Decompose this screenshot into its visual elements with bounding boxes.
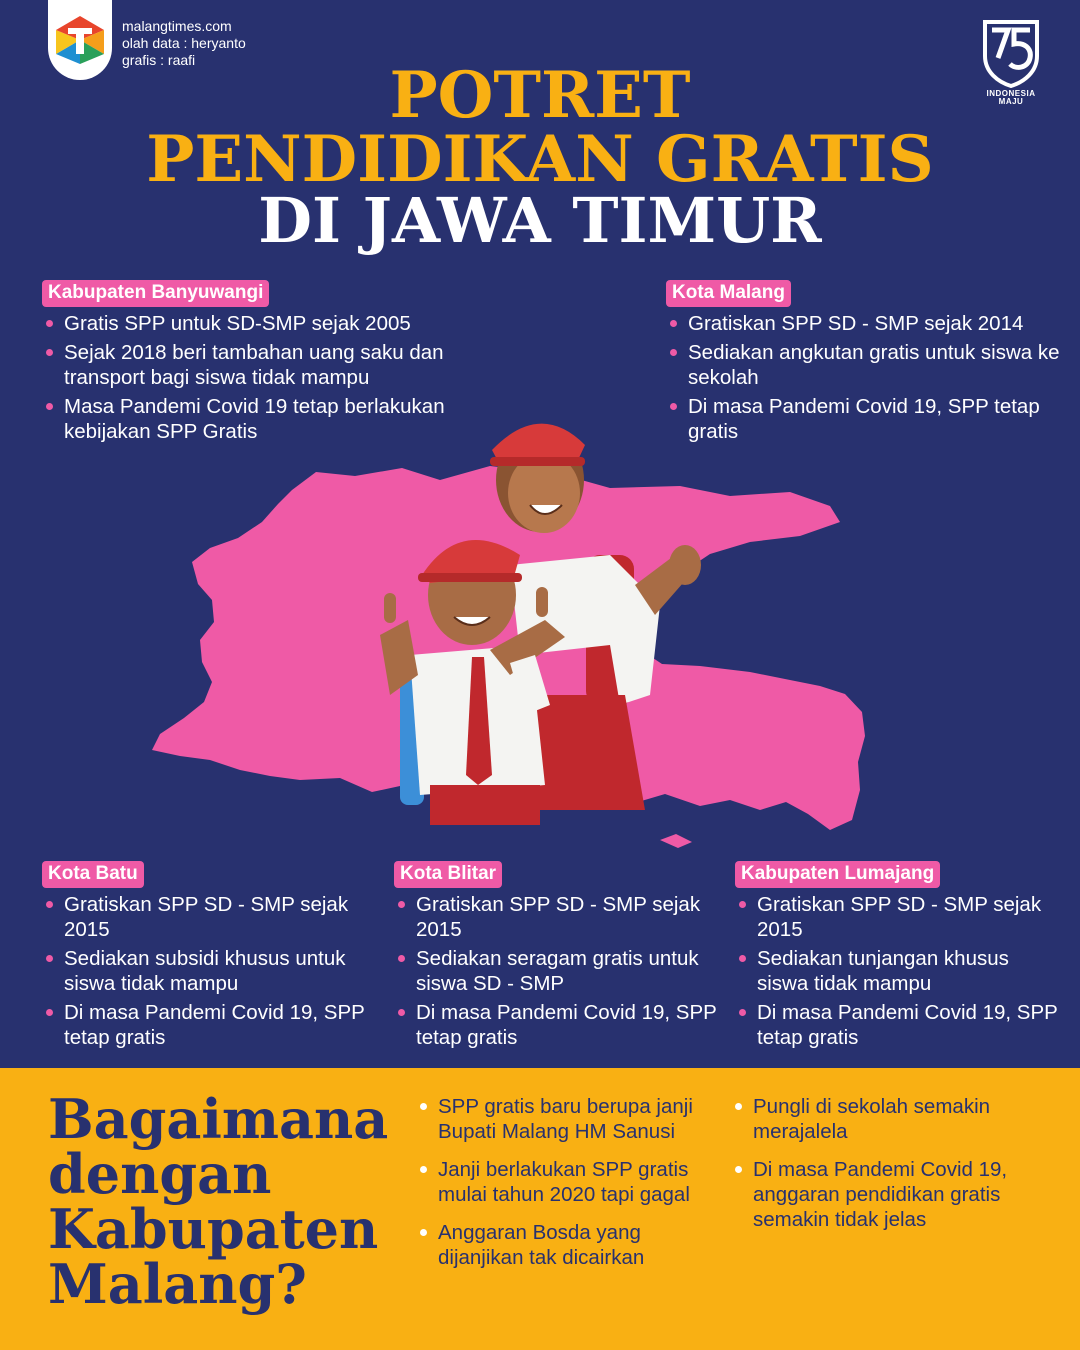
list-item: Sediakan tunjangan khusus siswa tidak mampu bbox=[735, 946, 1065, 996]
list-item: Janji berlakukan SPP gratis mulai tahun 2020 tapi gagal bbox=[416, 1157, 716, 1207]
region-label-kota-batu: Kota Batu bbox=[42, 861, 144, 888]
region-label-kota-blitar: Kota Blitar bbox=[394, 861, 502, 888]
list-item: Anggaran Bosda yang dijanjikan tak dicairkan bbox=[416, 1220, 716, 1270]
list-item: Gratiskan SPP SD - SMP sejak 2014 bbox=[666, 311, 1066, 336]
list-item: Di masa Pandemi Covid 19, SPP tetap gratis bbox=[394, 1000, 724, 1050]
list-item: Sediakan angkutan gratis untuk siswa ke sekolah bbox=[666, 340, 1066, 390]
title-line-1: POTRET bbox=[389, 58, 691, 133]
region-label-lumajang: Kabupaten Lumajang bbox=[735, 861, 940, 888]
list-item: Di masa Pandemi Covid 19, SPP tetap gratis bbox=[666, 394, 1066, 444]
seal-line-2: MAJU bbox=[998, 97, 1024, 106]
region-banyuwangi bbox=[42, 280, 512, 448]
kab-malang-column-2 bbox=[731, 1094, 1066, 1245]
kab-malang-column-1 bbox=[416, 1094, 716, 1283]
list-item: Di masa Pandemi Covid 19, anggaran pendidikan gratis semakin tidak jelas bbox=[731, 1157, 1066, 1232]
list-item: Masa Pandemi Covid 19 tetap berlakukan kebijakan SPP Gratis bbox=[42, 394, 512, 444]
question-line-4: Malang? bbox=[48, 1252, 307, 1316]
list-item: Gratiskan SPP SD - SMP sejak 2015 bbox=[42, 892, 372, 942]
list-item: Sediakan seragam gratis untuk siswa SD - SMP bbox=[394, 946, 724, 996]
question-heading bbox=[48, 1087, 389, 1316]
credit-site[interactable]: malangtimes.com bbox=[122, 18, 232, 34]
region-kota-batu bbox=[42, 861, 372, 1054]
list-item: Di masa Pandemi Covid 19, SPP tetap gratis bbox=[42, 1000, 372, 1050]
list-item: Gratiskan SPP SD - SMP sejak 2015 bbox=[735, 892, 1065, 942]
region-kota-malang bbox=[666, 280, 1066, 448]
credit-data: olah data : heryanto bbox=[122, 35, 246, 51]
list-item: SPP gratis baru berupa janji Bupati Malang HM Sanusi bbox=[416, 1094, 716, 1144]
credit-graphics: grafis : raafi bbox=[122, 52, 196, 68]
list-item: Pungli di sekolah semakin merajalela bbox=[731, 1094, 1066, 1144]
title-line-3: DI JAWA TIMUR bbox=[258, 184, 822, 257]
question-line-2: dengan bbox=[48, 1142, 272, 1206]
seal-line-1: INDONESIA bbox=[986, 89, 1036, 98]
title-line-2: PENDIDIKAN GRATIS bbox=[146, 122, 934, 197]
region-label-kota-malang: Kota Malang bbox=[666, 280, 791, 307]
list-item: Gratiskan SPP SD - SMP sejak 2015 bbox=[394, 892, 724, 942]
list-item: Di masa Pandemi Covid 19, SPP tetap gratis bbox=[735, 1000, 1065, 1050]
region-label-banyuwangi: Kabupaten Banyuwangi bbox=[42, 280, 269, 307]
region-kota-blitar bbox=[394, 861, 724, 1054]
students-photo bbox=[360, 405, 720, 825]
list-item: Sediakan subsidi khusus untuk siswa tidak mampu bbox=[42, 946, 372, 996]
question-line-1: Bagaimana bbox=[48, 1087, 389, 1151]
list-item: Gratis SPP untuk SD-SMP sejak 2005 bbox=[42, 311, 512, 336]
question-line-3: Kabupaten bbox=[48, 1197, 379, 1261]
list-item: Sejak 2018 beri tambahan uang saku dan transport bagi siswa tidak mampu bbox=[42, 340, 512, 390]
region-lumajang bbox=[735, 861, 1065, 1054]
